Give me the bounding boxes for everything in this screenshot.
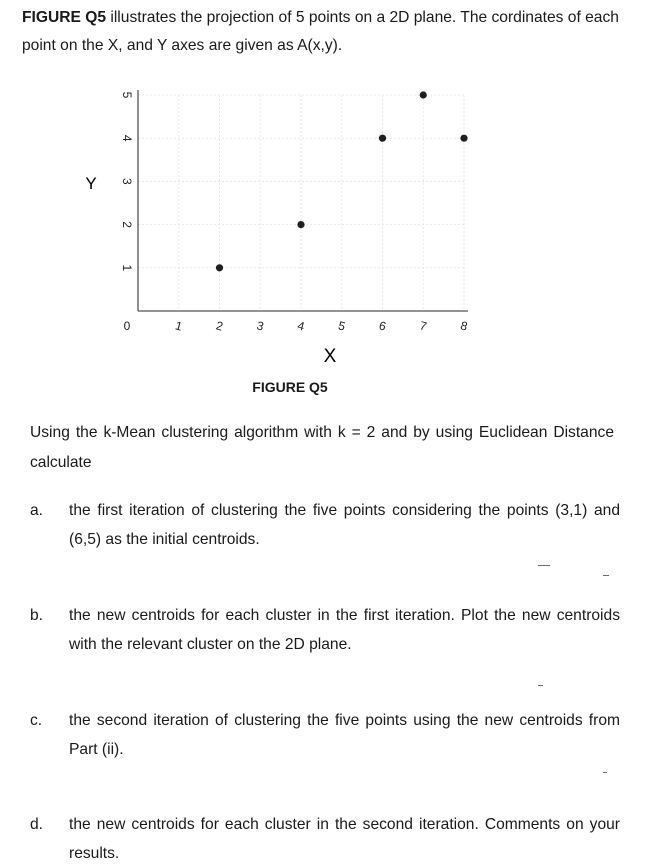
data-point xyxy=(420,91,427,98)
x-tick-label: 2 xyxy=(214,318,225,334)
question-letter: c. xyxy=(30,712,43,729)
task-instruction: Using the k-Mean clustering algorithm with k = 2 and by using Euclidean Distance calculate xyxy=(30,424,614,471)
scan-mark xyxy=(603,772,607,773)
scan-mark xyxy=(603,575,609,576)
y-tick-label: 2 xyxy=(120,221,134,228)
intro-text: illustrates the projection of 5 points on a 2D plane. The cordinates of each point on the X, and Y axes are given as A(x,y). xyxy=(22,9,619,54)
x-tick-label: 8 xyxy=(458,318,470,334)
figure-reference: FIGURE Q5 xyxy=(22,9,107,26)
y-axis-label: Y xyxy=(85,174,97,193)
scatter-chart xyxy=(0,0,652,400)
figure-caption: FIGURE Q5 xyxy=(252,379,328,395)
x-tick-label: 0 xyxy=(123,319,131,333)
question-text: the new centroids for each cluster in the first iteration. Plot the new centroids with the relevant cluster on the 2D plane. xyxy=(69,607,620,653)
question-text: the first iteration of clustering the five points considering the points (3,1) and (6,5) as the initial centroids. xyxy=(69,502,620,548)
data-point xyxy=(379,135,386,142)
y-ticks xyxy=(120,92,134,272)
question-b xyxy=(30,601,620,659)
x-tick-label: 7 xyxy=(418,318,429,334)
data-point xyxy=(297,221,304,228)
grid xyxy=(138,95,464,311)
data-point xyxy=(460,135,467,142)
question-a xyxy=(30,496,620,554)
y-tick-label: 3 xyxy=(120,178,134,185)
question-letter: d. xyxy=(30,816,44,833)
scan-mark xyxy=(538,565,550,566)
data-point xyxy=(216,264,223,271)
question-letter: b. xyxy=(30,607,44,624)
axes xyxy=(138,90,468,311)
question-text: the new centroids for each cluster in the second iteration. Comments on your results. xyxy=(69,816,620,862)
x-tick-label: 1 xyxy=(173,318,184,334)
x-tick-label: 5 xyxy=(336,318,347,334)
y-tick-label: 5 xyxy=(120,91,134,99)
x-axis-label: X xyxy=(323,346,337,367)
question-text: the second iteration of clustering the five points using the new centroids from Part (ii). xyxy=(69,712,620,758)
y-tick-label: 4 xyxy=(120,134,134,142)
scan-mark xyxy=(538,685,543,686)
question-letter: a. xyxy=(30,502,44,519)
x-tick-label: 4 xyxy=(295,318,307,334)
x-tick-label: 3 xyxy=(255,318,266,334)
question-c xyxy=(30,706,620,764)
x-tick-label: 6 xyxy=(377,318,388,334)
y-tick-label: 1 xyxy=(120,264,134,272)
x-ticks xyxy=(124,318,470,333)
question-d xyxy=(30,810,620,868)
